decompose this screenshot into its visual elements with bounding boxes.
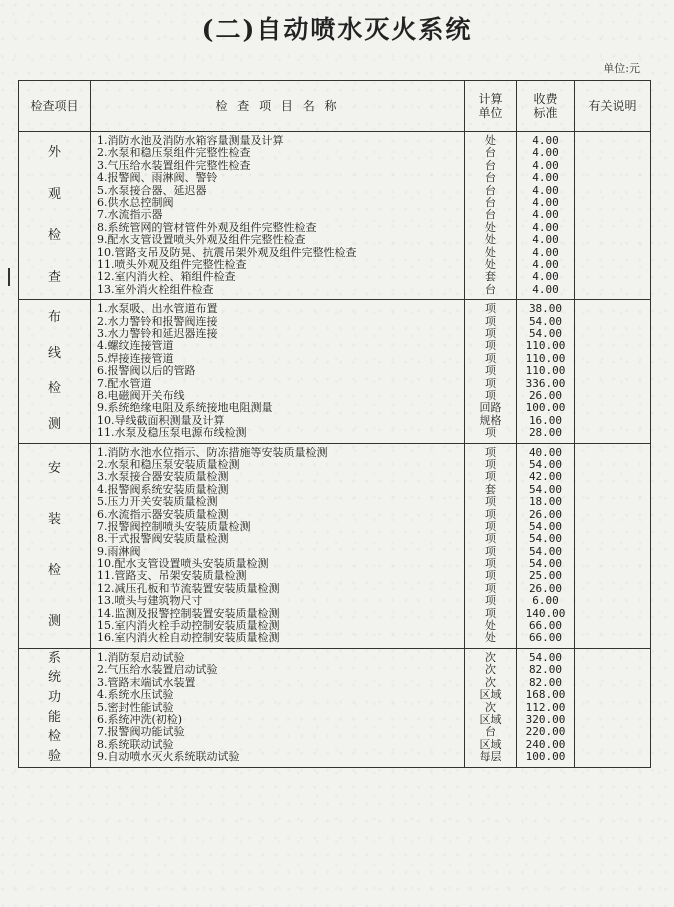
calc-unit: 规格 bbox=[479, 413, 502, 427]
section-label-char: 测 bbox=[47, 416, 61, 432]
section-units bbox=[465, 300, 517, 443]
calc-unit: 台 bbox=[485, 282, 496, 296]
fee-value: 4.00 bbox=[532, 245, 559, 259]
item-name: 2.水力警铃和报警阀连接 bbox=[97, 315, 218, 328]
item-name: 2.气压给水装置启动试验 bbox=[97, 664, 218, 677]
section-label-char: 检 bbox=[47, 563, 61, 579]
fee-value: 240.00 bbox=[525, 737, 566, 751]
fee-table bbox=[18, 80, 651, 768]
fee-value: 54.00 bbox=[528, 314, 563, 328]
item-name: 1.水泵吸、出水管道布置 bbox=[97, 303, 218, 316]
section-items bbox=[91, 648, 465, 767]
section-row bbox=[19, 648, 651, 767]
calc-unit: 项 bbox=[485, 557, 496, 571]
note-cell bbox=[575, 132, 651, 300]
calc-unit: 项 bbox=[485, 606, 496, 620]
calc-unit: 次 bbox=[485, 700, 496, 714]
header-unit-line2: 单位 bbox=[478, 106, 503, 120]
page-title: (二)自动喷水灭火系统 bbox=[201, 15, 473, 44]
calc-unit: 项 bbox=[485, 326, 496, 340]
calc-unit: 台 bbox=[485, 183, 496, 197]
item-name: 10.管路支吊及防晃、抗震吊架外观及组件完整性检查 bbox=[97, 246, 357, 259]
fee-value: 4.00 bbox=[532, 158, 559, 172]
item-name: 5.水泵接合器、延迟器 bbox=[97, 184, 207, 197]
fee-value: 4.00 bbox=[532, 270, 559, 284]
calc-unit: 处 bbox=[485, 134, 496, 147]
calc-unit: 项 bbox=[485, 495, 496, 509]
calc-unit: 项 bbox=[485, 302, 496, 316]
fee-value: 26.00 bbox=[528, 581, 563, 595]
section-row bbox=[19, 132, 651, 300]
section-fees bbox=[517, 300, 575, 443]
section-label-char: 安 bbox=[47, 461, 61, 477]
calc-unit: 套 bbox=[485, 270, 496, 284]
calc-unit: 处 bbox=[485, 245, 496, 259]
item-name: 7.报警阀控制喷头安装质量检测 bbox=[97, 520, 251, 533]
calc-unit: 每层 bbox=[479, 750, 502, 764]
item-name: 11.喷头外观及组件完整性检查 bbox=[97, 258, 247, 271]
item-name: 2.水泵和稳压泵安装质量检测 bbox=[97, 458, 240, 471]
item-name: 10.导线截面积测量及计算 bbox=[97, 414, 225, 427]
item-name: 9.系统绝缘电阻及系统接地电阻测量 bbox=[97, 402, 273, 415]
calc-unit: 套 bbox=[485, 482, 496, 496]
calc-unit: 项 bbox=[485, 532, 496, 546]
section-label-char: 系 bbox=[47, 650, 61, 666]
item-name: 1.消防水池水位指示、防冻措施等安装质量检测 bbox=[97, 446, 328, 459]
calc-unit: 项 bbox=[485, 594, 496, 608]
header-fee-line1: 收费 bbox=[533, 92, 558, 106]
item-name: 13.喷头与建筑物尺寸 bbox=[97, 595, 203, 608]
item-name: 8.电磁阀开关布线 bbox=[97, 389, 185, 402]
item-name: 15.室内消火栓手动控制安装质量检测 bbox=[97, 620, 280, 633]
calc-unit: 项 bbox=[485, 339, 496, 353]
item-name: 7.水流指示器 bbox=[97, 209, 163, 222]
item-name: 5.焊接连接管道 bbox=[97, 352, 174, 365]
item-name: 4.报警阀系统安装质量检测 bbox=[97, 483, 229, 496]
calc-unit: 项 bbox=[485, 519, 496, 533]
fee-value: 54.00 bbox=[528, 544, 563, 558]
calc-unit: 项 bbox=[485, 376, 496, 390]
section-label-char: 观 bbox=[47, 186, 61, 202]
table-header-row bbox=[19, 81, 651, 132]
section-label bbox=[19, 648, 91, 767]
calc-unit: 项 bbox=[485, 544, 496, 558]
fee-value: 54.00 bbox=[528, 532, 563, 546]
fee-value: 82.00 bbox=[528, 663, 563, 677]
item-name: 8.系统管网的管材管件外观及组件完整性检查 bbox=[97, 221, 317, 234]
fee-value: 42.00 bbox=[528, 470, 563, 484]
fee-value: 220.00 bbox=[525, 725, 566, 739]
fee-value: 54.00 bbox=[528, 557, 563, 571]
fee-value: 54.00 bbox=[528, 650, 563, 664]
item-name: 3.水力警铃和延迟器连接 bbox=[97, 327, 218, 340]
calc-unit: 处 bbox=[485, 631, 496, 645]
item-name: 11.水泵及稳压泵电源布线检测 bbox=[97, 427, 247, 440]
fee-value: 4.00 bbox=[532, 183, 559, 197]
header-fee-line2: 标准 bbox=[533, 106, 558, 120]
section-label-char: 统 bbox=[47, 670, 61, 686]
calc-unit: 台 bbox=[485, 725, 496, 739]
section-label-char: 能 bbox=[47, 709, 61, 725]
item-name: 9.配水支管设置喷头外观及组件完整性检查 bbox=[97, 234, 306, 247]
section-label-char: 检 bbox=[47, 381, 61, 397]
calc-unit: 区域 bbox=[479, 688, 502, 702]
note-cell bbox=[575, 300, 651, 443]
fee-value: 18.00 bbox=[528, 495, 563, 509]
section-units bbox=[465, 443, 517, 648]
fee-value: 4.00 bbox=[532, 257, 559, 271]
calc-unit: 项 bbox=[485, 426, 496, 440]
fee-value: 28.00 bbox=[528, 426, 563, 440]
item-name: 6.供水总控制阀 bbox=[97, 196, 174, 209]
calc-unit: 项 bbox=[485, 457, 496, 471]
section-label bbox=[19, 300, 91, 443]
fee-value: 54.00 bbox=[528, 482, 563, 496]
section-label bbox=[19, 443, 91, 648]
item-name: 3.气压给水装置组件完整性检查 bbox=[97, 159, 251, 172]
item-name: 1.消防泵启动试验 bbox=[97, 651, 185, 664]
item-name: 4.螺纹连接管道 bbox=[97, 340, 174, 353]
item-name: 7.报警阀功能试验 bbox=[97, 726, 185, 739]
fee-value: 54.00 bbox=[528, 519, 563, 533]
section-row bbox=[19, 300, 651, 443]
fee-value: 54.00 bbox=[528, 457, 563, 471]
fee-value: 4.00 bbox=[532, 171, 559, 185]
item-name: 2.水泵和稳压泵组件完整性检查 bbox=[97, 147, 251, 160]
section-label bbox=[19, 132, 91, 300]
section-items bbox=[91, 443, 465, 648]
calc-unit: 项 bbox=[485, 314, 496, 328]
section-label-char: 装 bbox=[47, 512, 61, 528]
calc-unit: 台 bbox=[485, 158, 496, 172]
calc-unit: 项 bbox=[485, 364, 496, 378]
calc-unit: 台 bbox=[485, 146, 496, 160]
calc-unit: 项 bbox=[485, 581, 496, 595]
item-name: 13.室外消火栓组件检查 bbox=[97, 283, 214, 296]
fee-value: 4.00 bbox=[532, 208, 559, 222]
header-unit-line1: 计算 bbox=[478, 92, 503, 106]
item-name: 9.自动喷水灭火系统联动试验 bbox=[97, 751, 240, 764]
header-fee bbox=[517, 81, 575, 132]
calc-unit: 项 bbox=[485, 507, 496, 521]
fee-value: 40.00 bbox=[528, 445, 563, 459]
fee-value: 100.00 bbox=[525, 401, 566, 415]
item-name: 11.管路支、吊架安装质量检测 bbox=[97, 570, 247, 583]
fee-value: 336.00 bbox=[525, 376, 566, 390]
fee-value: 26.00 bbox=[528, 507, 563, 521]
calc-unit: 项 bbox=[485, 351, 496, 365]
header-item: 检 查 项 目 名 称 bbox=[91, 81, 465, 132]
calc-unit: 区域 bbox=[479, 737, 502, 751]
fee-value: 110.00 bbox=[525, 351, 566, 365]
fee-value: 112.00 bbox=[525, 700, 566, 714]
calc-unit: 项 bbox=[485, 445, 496, 459]
section-fees bbox=[517, 443, 575, 648]
fee-value: 66.00 bbox=[528, 619, 563, 633]
fee-value: 38.00 bbox=[528, 302, 563, 316]
fee-value: 16.00 bbox=[528, 413, 563, 427]
item-name: 14.监测及报警控制装置安装质量检测 bbox=[97, 607, 280, 620]
calc-unit: 台 bbox=[485, 171, 496, 185]
section-label-char: 线 bbox=[47, 345, 61, 361]
item-name: 3.水泵接合器安装质量检测 bbox=[97, 471, 229, 484]
item-name: 12.室内消火栓、箱组件检查 bbox=[97, 271, 236, 284]
fee-value: 82.00 bbox=[528, 675, 563, 689]
note-cell bbox=[575, 443, 651, 648]
section-label-char: 验 bbox=[47, 748, 61, 764]
fee-value: 110.00 bbox=[525, 364, 566, 378]
fee-value: 54.00 bbox=[528, 326, 563, 340]
fee-value: 140.00 bbox=[525, 606, 566, 620]
item-name: 12.减压孔板和节流装置安装质量检测 bbox=[97, 582, 280, 595]
calc-unit: 回路 bbox=[479, 401, 502, 415]
item-name: 8.系统联动试验 bbox=[97, 738, 174, 751]
calc-unit: 次 bbox=[485, 663, 496, 677]
fee-value: 4.00 bbox=[532, 134, 559, 147]
section-fees bbox=[517, 132, 575, 300]
calc-unit: 处 bbox=[485, 233, 496, 247]
fee-value: 4.00 bbox=[532, 146, 559, 160]
item-name: 5.密封性能试验 bbox=[97, 701, 174, 714]
header-note: 有关说明 bbox=[575, 81, 651, 132]
item-name: 10.配水支管设置喷头安装质量检测 bbox=[97, 558, 269, 571]
calc-unit: 次 bbox=[485, 650, 496, 664]
calc-unit: 项 bbox=[485, 388, 496, 402]
section-items bbox=[91, 300, 465, 443]
item-name: 6.系统冲洗(初检) bbox=[97, 713, 183, 726]
fee-value: 25.00 bbox=[528, 569, 563, 583]
fee-value: 66.00 bbox=[528, 631, 563, 645]
fee-value: 4.00 bbox=[532, 220, 559, 234]
fee-value: 168.00 bbox=[525, 688, 566, 702]
section-label-char: 功 bbox=[47, 689, 61, 705]
unit-note: 单位:元 bbox=[603, 62, 640, 75]
calc-unit: 处 bbox=[485, 619, 496, 633]
item-name: 7.配水管道 bbox=[97, 377, 152, 390]
section-items bbox=[91, 132, 465, 300]
item-name: 3.管路末端试水装置 bbox=[97, 676, 196, 689]
fee-value: 26.00 bbox=[528, 388, 563, 402]
calc-unit: 处 bbox=[485, 220, 496, 234]
item-name: 4.系统水压试验 bbox=[97, 689, 174, 702]
item-name: 6.报警阀以后的管路 bbox=[97, 365, 196, 378]
header-unit bbox=[465, 81, 517, 132]
section-label-char: 检 bbox=[47, 729, 61, 745]
section-units bbox=[465, 132, 517, 300]
item-name: 4.报警阀、雨淋阀、警铃 bbox=[97, 172, 218, 185]
calc-unit: 处 bbox=[485, 257, 496, 271]
section-label-char: 布 bbox=[47, 309, 61, 325]
calc-unit: 台 bbox=[485, 195, 496, 209]
section-label-char: 检 bbox=[47, 228, 61, 244]
calc-unit: 项 bbox=[485, 470, 496, 484]
calc-unit: 区域 bbox=[479, 712, 502, 726]
note-cell bbox=[575, 648, 651, 767]
fee-value: 4.00 bbox=[532, 282, 559, 296]
item-name: 16.室内消火栓自动控制安装质量检测 bbox=[97, 632, 280, 645]
calc-unit: 台 bbox=[485, 208, 496, 222]
section-label-char: 外 bbox=[47, 144, 61, 160]
section-row bbox=[19, 443, 651, 648]
item-name: 8.干式报警阀安装质量检测 bbox=[97, 533, 229, 546]
item-name: 9.雨淋阀 bbox=[97, 545, 141, 558]
section-units bbox=[465, 648, 517, 767]
calc-unit: 次 bbox=[485, 675, 496, 689]
fee-value: 100.00 bbox=[525, 750, 566, 764]
calc-unit: 项 bbox=[485, 569, 496, 583]
fee-value: 4.00 bbox=[532, 195, 559, 209]
section-label-char: 查 bbox=[47, 270, 61, 286]
header-category: 检查项目 bbox=[19, 81, 91, 132]
margin-mark bbox=[8, 268, 10, 286]
section-label-char: 测 bbox=[47, 614, 61, 630]
item-name: 5.压力开关安装质量检测 bbox=[97, 496, 218, 509]
fee-value: 320.00 bbox=[525, 712, 566, 726]
fee-value: 110.00 bbox=[525, 339, 566, 353]
section-fees bbox=[517, 648, 575, 767]
fee-value: 4.00 bbox=[532, 233, 559, 247]
item-name: 6.水流指示器安装质量检测 bbox=[97, 508, 229, 521]
item-name: 1.消防水池及消防水箱容量测量及计算 bbox=[97, 135, 284, 147]
fee-value: 6.00 bbox=[532, 594, 559, 608]
